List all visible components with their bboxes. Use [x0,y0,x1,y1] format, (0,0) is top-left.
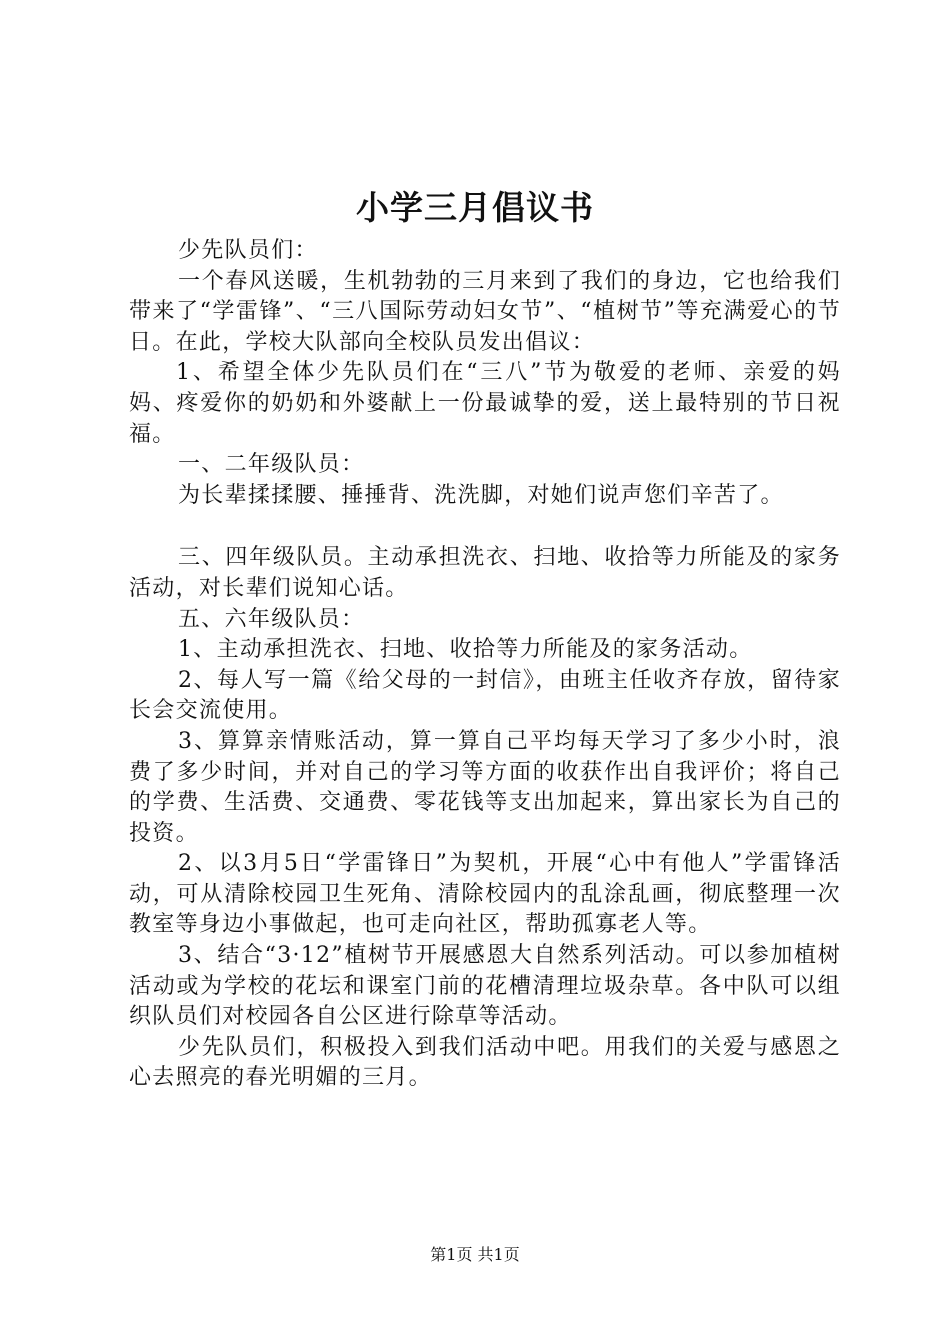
grade-1-2-task: 为长辈揉揉腰、捶捶背、洗洗脚，对她们说声您们辛苦了。 [178,482,784,508]
document-body [129,236,841,1094]
grade-3-4-paragraph: 三、四年级队员。主动承担洗衣、扫地、收拾等力所能及的家务活动，对长辈们说知心话。 [129,545,841,601]
grade-1-2-heading: 一、二年级队员： [178,452,365,478]
proposal-item-1: 1、希望全体少先队员们在“三八”节为敬爱的老师、亲爱的妈妈、疼爱你的奶奶和外婆献上一份最诚挚的爱，送上最特别的节日祝福。 [129,360,841,447]
greeting-paragraph: 少先队员们： [178,238,318,263]
document-title: 小学三月倡议书 [356,188,594,227]
grade-5-6-task-1: 1、主动承担洗衣、扫地、收拾等力所能及的家务活动。 [178,637,753,663]
page-footer: 第1页 共1页 [430,1245,520,1264]
grade-5-6-task-2: 2、每人写一篇《给父母的一封信》，由班主任收齐存放，留待家长会交流使用。 [129,667,841,724]
closing-paragraph: 少先队员们，积极投入到我们活动中吧。用我们的关爱与感恩之心去照亮的春光明媚的三月。 [129,1034,841,1091]
blank-line [129,511,841,543]
proposal-item-3: 3、结合“3·12”植树节开展感恩大自然系列活动。可以参加植树活动或为学校的花坛和课室门前的花槽清理垃圾杂草。各中队可以组织队员们对校园各自公区进行除草等活动。 [129,943,841,1030]
grade-5-6-task-3: 3、算算亲情账活动，算一算自己平均每天学习了多少小时，浪费了多少时间，并对自己的学习等方面的收获作出自我评价；将自己的学费、生活费、交通费、零花钱等支出加起来，算出家长为自己的投资。 [129,728,841,846]
intro-paragraph: 一个春风送暖，生机勃勃的三月来到了我们的身边，它也给我们带来了“学雷锋”、“三八国际劳动妇女节”、“植树节”等充满爱心的节日。在此，学校大队部向全校队员发出倡议： [129,268,841,355]
grade-5-6-heading: 五、六年级队员： [178,606,365,632]
proposal-item-2: 2、以3月5日“学雷锋日”为契机，开展“心中有他人”学雷锋活动，可从清除校园卫生死角、清除校园内的乱涂乱画，彻底整理一次教室等身边小事做起，也可走向社区，帮助孤寡老人等。 [129,851,841,938]
